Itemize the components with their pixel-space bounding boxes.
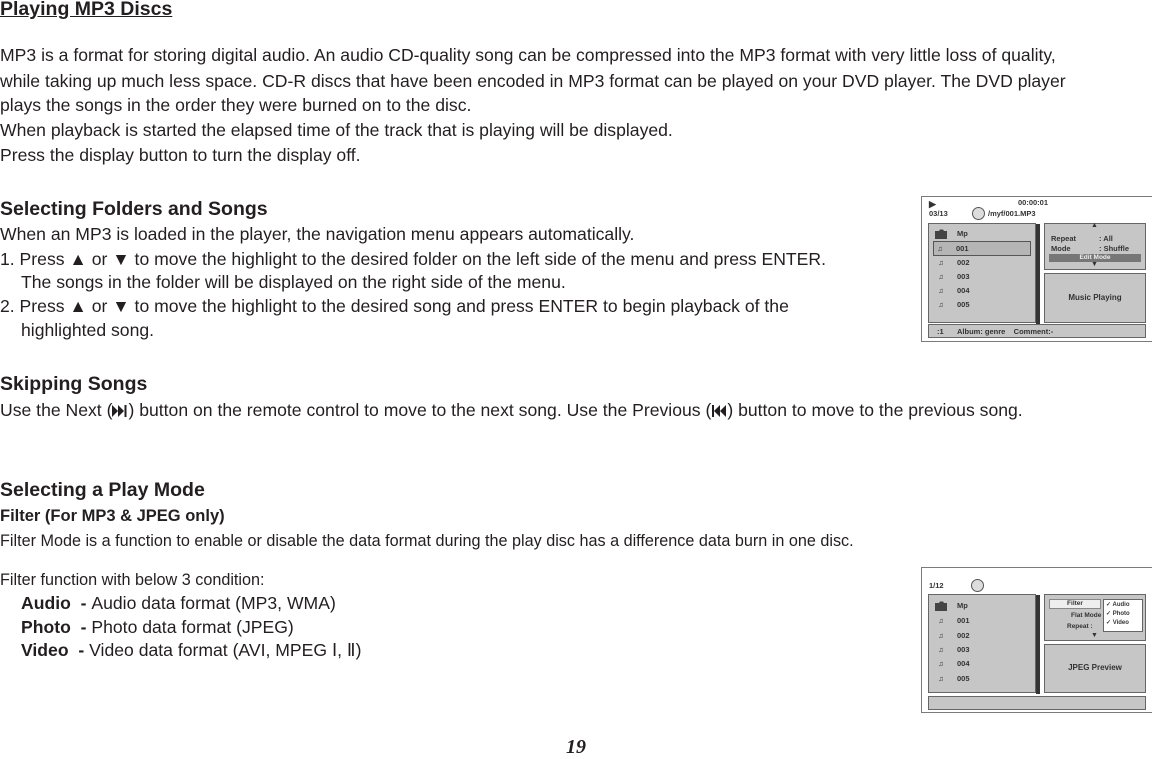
- info-bar: [928, 696, 1146, 710]
- folder-name: Mp: [957, 229, 968, 238]
- down-arrow-icon[interactable]: ▼: [1091, 632, 1098, 639]
- status-panel: [1044, 273, 1146, 323]
- folders-step-1: 1. Press ▲ or ▼ to move the highlight to the desired folder on the left side of the menu and press ENTER.: [0, 249, 826, 269]
- disc-icon: [972, 207, 985, 220]
- filter-option-photo[interactable]: [1106, 610, 1130, 617]
- list-item-folder[interactable]: [935, 227, 968, 240]
- skipping-text-part-3: ) button to move to the previous song.: [727, 400, 1023, 420]
- album-info: Album: genre Comment:-: [957, 327, 1054, 336]
- folders-line-1: When an MP3 is loaded in the player, the navigation menu appears automatically.: [0, 224, 635, 244]
- filter-conditions: Filter function with below 3 condition:: [0, 571, 265, 589]
- music-note-icon: ♫: [938, 272, 944, 281]
- elapsed-time: 00:00:01: [1018, 198, 1049, 207]
- list-item-004[interactable]: [935, 657, 970, 670]
- filter-settings-panel: [1044, 594, 1146, 641]
- disc-icon: [971, 579, 984, 592]
- page-number: 19: [566, 736, 586, 758]
- filter-option-audio[interactable]: [1106, 601, 1129, 608]
- music-note-icon: ♫: [938, 616, 944, 625]
- filter-screen: [921, 567, 1152, 713]
- filter-option-video[interactable]: [1106, 619, 1129, 626]
- filter-button[interactable]: Filter: [1049, 599, 1101, 609]
- list-item-004[interactable]: [935, 284, 970, 297]
- filter-item-audio-name: Audio: [21, 593, 71, 613]
- intro-line-3: plays the songs in the order they were burned on to the disc.: [0, 95, 472, 115]
- up-arrow-icon[interactable]: ▲: [1091, 222, 1098, 229]
- edit-mode-button[interactable]: Edit Mode: [1049, 254, 1141, 262]
- file-list-panel: [928, 223, 1036, 323]
- checkmark-icon: ✓: [1106, 602, 1112, 608]
- file-list-panel: [928, 594, 1036, 693]
- preview-label: JPEG Preview: [1068, 663, 1122, 672]
- intro-line-4: When playback is started the elapsed time of the track that is playing will be displayed.: [0, 120, 673, 140]
- mp3-navigation-screen: [921, 196, 1152, 342]
- list-item-001[interactable]: [933, 241, 1031, 256]
- section-heading-playmode: Selecting a Play Mode: [0, 479, 205, 501]
- list-item-005[interactable]: [935, 298, 970, 311]
- skipping-text: [0, 398, 1023, 422]
- intro-line-5: Press the display button to turn the display off.: [0, 145, 361, 165]
- file-name: 001: [956, 244, 969, 253]
- music-note-icon: ♫: [938, 300, 944, 309]
- list-item-folder[interactable]: [935, 599, 968, 612]
- file-name: 001: [957, 616, 970, 625]
- play-icon: ▶: [929, 199, 936, 209]
- folder-icon: [935, 228, 947, 240]
- file-path: /myf/001.MP3: [988, 209, 1036, 218]
- repeat-label[interactable]: Repeat :: [1067, 623, 1093, 630]
- skipping-text-part-1: Use the Next (: [0, 400, 113, 420]
- file-name: 005: [957, 300, 970, 309]
- flat-mode-label[interactable]: Flat Mode: [1071, 612, 1102, 619]
- info-index: :1: [937, 327, 944, 336]
- folders-step-2-cont: highlighted song.: [21, 320, 155, 340]
- list-item-002[interactable]: [935, 256, 970, 269]
- filter-item-photo-name: Photo: [21, 617, 71, 637]
- option-label: Audio: [1112, 602, 1130, 608]
- filter-item-video: Video - Video data format (AVI, MPEG Ⅰ, Ⅱ): [21, 640, 362, 660]
- file-name: 003: [957, 645, 970, 654]
- checkmark-icon: ✓: [1106, 611, 1112, 617]
- preview-panel: [1044, 644, 1146, 693]
- intro-line-1: MP3 is a format for storing digital audio. An audio CD-quality song can be compressed into the MP3 format with very little loss of quality,: [0, 45, 1056, 65]
- previous-icon: [711, 405, 727, 417]
- filter-item-audio-text: Audio data format (MP3, WMA): [91, 593, 336, 613]
- music-note-icon: ♫: [938, 258, 944, 267]
- skipping-text-part-2: ) button on the remote control to move to the next song. Use the Previous (: [128, 400, 712, 420]
- filter-item-video-name: Video: [21, 640, 69, 660]
- folders-step-2: 2. Press ▲ or ▼ to move the highlight to the desired song and press ENTER to begin playback of the: [0, 296, 789, 316]
- option-label: Photo: [1112, 611, 1130, 617]
- music-note-icon: ♫: [938, 631, 944, 640]
- folder-name: Mp: [957, 601, 968, 610]
- scrollbar[interactable]: [1036, 595, 1040, 694]
- list-item-003[interactable]: [935, 270, 970, 283]
- filter-item-audio: Audio - Audio data format (MP3, WMA): [21, 593, 336, 613]
- mode-label: Mode: [1051, 244, 1071, 253]
- list-item-002[interactable]: [935, 629, 970, 642]
- down-arrow-icon[interactable]: ▼: [1091, 261, 1098, 268]
- music-note-icon: ♫: [938, 645, 944, 654]
- filter-item-photo: Photo - Photo data format (JPEG): [21, 617, 294, 637]
- scrollbar[interactable]: [1036, 224, 1040, 324]
- repeat-label: Repeat: [1051, 234, 1077, 243]
- folders-step-1-cont: The songs in the folder will be displayed on the right side of the menu.: [21, 272, 566, 292]
- repeat-value[interactable]: : All: [1099, 234, 1113, 243]
- info-bar: [928, 324, 1146, 338]
- filter-description: Filter Mode is a function to enable or disable the data format during the play disc has a difference data burn in one disc.: [0, 532, 854, 550]
- section-heading-folders: Selecting Folders and Songs: [0, 198, 268, 220]
- page-title: Playing MP3 Discs: [0, 0, 173, 20]
- music-note-icon: ♫: [938, 674, 944, 683]
- intro-line-2: while taking up much less space. CD-R discs that have been encoded in MP3 format can be played on your DVD player. The DVD player: [0, 71, 1066, 91]
- next-icon: [112, 405, 128, 417]
- list-item-003[interactable]: [935, 643, 970, 656]
- list-item-001[interactable]: [935, 614, 970, 627]
- checkmark-icon: ✓: [1106, 620, 1112, 626]
- folder-icon: [935, 600, 947, 612]
- filter-item-photo-text: Photo data format (JPEG): [91, 617, 294, 637]
- track-counter: 1/12: [929, 581, 944, 590]
- file-name: 004: [957, 659, 970, 668]
- file-name: 004: [957, 286, 970, 295]
- settings-panel: [1044, 223, 1146, 270]
- mode-value[interactable]: : Shuffle: [1099, 244, 1129, 253]
- list-item-005[interactable]: [935, 672, 970, 685]
- track-counter: 03/13: [929, 209, 948, 218]
- music-note-icon: ♫: [937, 244, 943, 253]
- file-name: 002: [957, 631, 970, 640]
- filter-options-popup: [1103, 599, 1143, 632]
- status-label: Music Playing: [1068, 293, 1122, 302]
- file-name: 003: [957, 272, 970, 281]
- music-note-icon: ♫: [938, 286, 944, 295]
- music-note-icon: ♫: [938, 659, 944, 668]
- section-heading-skipping: Skipping Songs: [0, 373, 148, 395]
- file-name: 005: [957, 674, 970, 683]
- filter-item-video-text: Video data format (AVI, MPEG Ⅰ, Ⅱ): [89, 640, 362, 660]
- option-label: Video: [1112, 620, 1129, 626]
- file-name: 002: [957, 258, 970, 267]
- filter-subheading: Filter (For MP3 & JPEG only): [0, 507, 225, 525]
